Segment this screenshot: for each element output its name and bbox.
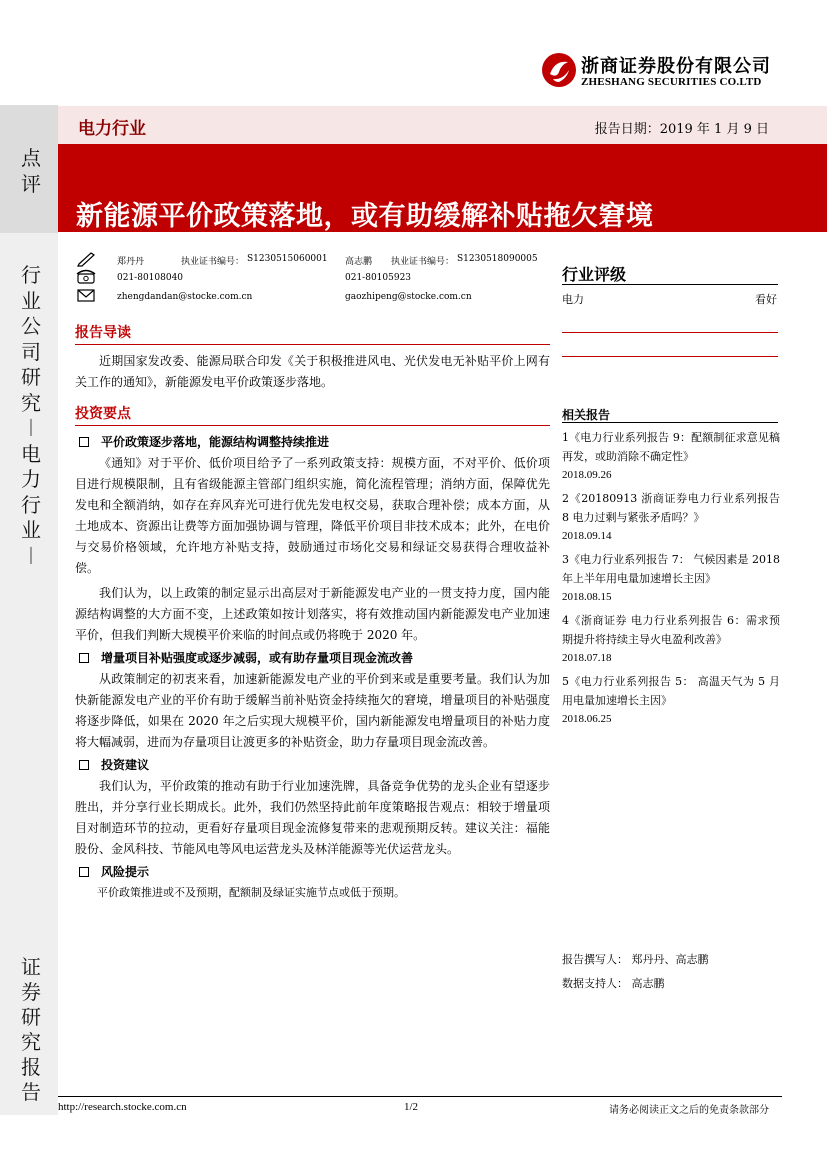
analyst-info xyxy=(75,251,555,311)
company-logo xyxy=(541,48,781,98)
analyst-email[interactable]: gaozhipeng@stocke.com.cn xyxy=(345,292,472,302)
sidebar-char: ︱ xyxy=(21,543,41,568)
analyst-phone: 021-80108040 xyxy=(117,273,184,283)
sidebar-char: 力 xyxy=(21,467,41,491)
related-report-date: 2018.07.18 xyxy=(562,652,612,664)
related-report-item[interactable] xyxy=(562,672,780,729)
intro-section-title: 报告导读 xyxy=(75,325,131,341)
bullet-heading-text: 增量项目补贴强度或逐步减弱，或有助存量项目现金流改善 xyxy=(101,651,414,665)
related-report-item[interactable] xyxy=(562,489,780,546)
related-report-item[interactable] xyxy=(562,428,780,485)
report-date: 报告日期：2019 年 1 月 9 日 xyxy=(594,122,769,137)
related-report-title[interactable]: 2《20180913 浙商证券电力行业系列报告 8 电力过剩与紧张矛盾吗？》 xyxy=(562,492,780,524)
sidebar-char: 点 xyxy=(21,146,41,170)
bullet-heading xyxy=(75,432,550,453)
industry-label: 电力行业 xyxy=(78,119,146,139)
body-paragraph: 我们认为，以上政策的制定显示出高层对于新能源发电产业的一贯支持力度，国内能源结构调整的大方面不变，上述政策如按计划落实，将有效推动国内新能源发电产业加速平价，但我们判断大规模平价来临的时间点或仍将晚于 2020 年。 xyxy=(75,586,550,642)
sidebar-char: 研 xyxy=(21,365,41,389)
analyst-name: 郑丹丹 xyxy=(117,257,145,267)
sidebar-char: 券 xyxy=(21,980,41,1004)
header-band-top xyxy=(58,106,827,144)
sidebar-char: 电 xyxy=(21,441,41,466)
sidebar-char: 究 xyxy=(21,390,41,415)
sidebar-char: 司 xyxy=(21,339,41,364)
analyst-phone: 021-80105923 xyxy=(345,273,412,283)
related-reports-list xyxy=(562,428,780,733)
rating-red-divider xyxy=(562,356,778,357)
analyst-name: 高志鹏 xyxy=(345,257,373,267)
sidebar-char: 证 xyxy=(21,955,41,979)
section-divider xyxy=(75,344,550,345)
bullet-heading-text: 投资建议 xyxy=(101,758,150,772)
header-band xyxy=(58,106,827,232)
footer-disclaimer: 请务必阅读正文之后的免责条款部分 xyxy=(609,1105,769,1116)
main-content xyxy=(75,322,550,902)
related-report-title[interactable]: 1《电力行业系列报告 9：配额制征求意见稿再发，或助消除不确定性》 xyxy=(562,431,780,463)
related-report-date: 2018.09.14 xyxy=(562,530,612,542)
writer-label: 报告撰写人： xyxy=(562,953,628,966)
related-report-date: 2018.06.25 xyxy=(562,713,612,725)
support-name: 高志鹏 xyxy=(631,977,665,990)
analyst-cert-label: 执业证书编号： xyxy=(391,257,455,267)
analyst-cert-no: S1230518090005 xyxy=(457,254,538,264)
related-report-date: 2018.08.15 xyxy=(562,591,612,603)
bullet-heading-text: 风险提示 xyxy=(101,865,150,879)
intro-paragraph: 近期国家发改委、能源局联合印发《关于积极推进风电、光伏发电无补贴平价上网有关工作的通知》，新能源发电平价政策逐步落地。 xyxy=(75,354,550,389)
body-paragraph: 平价政策推进或不及预期，配额制及绿证实施节点或低于预期。 xyxy=(97,886,405,899)
phone-icon xyxy=(75,268,97,284)
sidebar-char: 报 xyxy=(21,1055,41,1079)
related-report-item[interactable] xyxy=(562,550,780,607)
sidebar-char: 业 xyxy=(21,518,41,542)
company-name-cn: 浙商证券股份有限公司 xyxy=(581,56,771,77)
sidebar-char: 行 xyxy=(21,263,41,287)
support-label: 数据支持人： xyxy=(562,977,628,990)
company-logo-icon xyxy=(541,52,577,88)
body-paragraph: 我们认为，平价政策的推动有助于行业加速洗牌，具备竞争优势的龙头企业有望逐步胜出，并分享行业长期成长。此外，我们仍然坚持此前年度策略报告观点：相较于增量项目对制造环节的拉动，更看好存量项目现金流修复带来的悲观预期反转。建议关注：福能股份、金风科技、节能风电等风电运营龙头及林洋能源等光伏运营龙头。 xyxy=(75,779,550,856)
footer-url[interactable]: http://research.stocke.com.cn xyxy=(58,1101,187,1113)
rating-divider xyxy=(562,284,778,285)
rating-title: 行业评级 xyxy=(562,265,627,284)
sidebar-char: ︱ xyxy=(21,416,41,440)
headline: 新能源平价政策落地，或有助缓解补贴拖欠窘境 xyxy=(76,201,654,232)
analyst-cert-label: 执业证书编号： xyxy=(181,257,245,267)
points-section-title: 投资要点 xyxy=(75,406,131,422)
related-report-item[interactable] xyxy=(562,611,780,668)
related-divider xyxy=(562,422,778,423)
sidebar-char: 究 xyxy=(21,1030,41,1054)
company-name-en: ZHESHANG SECURITIES CO.LTD xyxy=(581,76,762,88)
rating-value: 看好 xyxy=(755,293,777,306)
related-report-date: 2018.09.26 xyxy=(562,469,612,481)
section-divider xyxy=(75,425,550,426)
related-report-title[interactable]: 3《电力行业系列报告 7： 气候因素是 2018 年上半年用电量加速增长主因》 xyxy=(562,553,780,585)
checkbox-square-icon xyxy=(79,437,89,447)
writer-names: 郑丹丹、高志鹏 xyxy=(631,953,709,966)
checkbox-square-icon xyxy=(79,653,89,663)
sidebar-char: 研 xyxy=(21,1005,41,1029)
analyst-cert-no: S1230515060001 xyxy=(247,254,328,264)
mail-icon xyxy=(75,287,97,303)
related-report-title[interactable]: 4《浙商证券 电力行业系列报告 6：需求预期提升将持续主导火电盈利改善》 xyxy=(562,614,780,646)
related-reports-title: 相关报告 xyxy=(562,408,611,422)
bullet-heading xyxy=(75,648,550,669)
bullet-heading-text: 平价政策逐步落地，能源结构调整持续推进 xyxy=(101,435,330,449)
bullet-heading xyxy=(75,755,550,776)
checkbox-square-icon xyxy=(79,867,89,877)
page-number: 1/2 xyxy=(404,1101,419,1113)
sidebar-char: 业 xyxy=(21,288,41,313)
headline-band xyxy=(58,144,827,232)
rating-red-divider xyxy=(562,332,778,333)
checkbox-square-icon xyxy=(79,760,89,770)
bullet-heading xyxy=(75,862,550,883)
rating-sector: 电力 xyxy=(562,293,584,306)
sidebar-char: 告 xyxy=(21,1080,41,1104)
body-paragraph: 从政策制定的初衷来看，加速新能源发电产业的平价到来或是重要考量。我们认为加快新能源发电产业的平价有助于缓解当前补贴资金持续拖欠的窘境，增量项目的补贴强度将逐步降低，如果在 2020 年之后实现大规模平价，国内新能源发电增量项目的补贴力度将大幅减弱，进而为存量项目让渡更多的补贴资金，助力存量项目现金流改善。 xyxy=(75,672,550,749)
authors-block xyxy=(562,948,709,996)
sidebar-char: 公 xyxy=(21,314,41,338)
sidebar-char: 行 xyxy=(21,492,41,517)
sidebar-char: 评 xyxy=(21,172,41,196)
pen-icon xyxy=(75,251,97,267)
footer-divider xyxy=(58,1096,782,1097)
related-report-title[interactable]: 5《电力行业系列报告 5： 高温天气为 5 月用电量加速增长主因》 xyxy=(562,675,780,707)
analyst-email[interactable]: zhengdandan@stocke.com.cn xyxy=(117,292,253,302)
body-paragraph: 《通知》对于平价、低价项目给予了一系列政策支持：规模方面，不对平价、低价项目进行规模限制，且有省级能源主管部门组织实施，简化流程管理；消纳方面，保障优先发电和全额消纳，如存在弃风弃光可进行优先发电权交易，获取合理补偿；成本方面，从土地成本、资源出让费等方面加强协调与管理，降低平价项目非技术成本；此外，在电价与交易价格领域，允许地方补贴支持，鼓励通过市场化交易和绿证交易获得合理收益补偿。 xyxy=(75,456,550,575)
